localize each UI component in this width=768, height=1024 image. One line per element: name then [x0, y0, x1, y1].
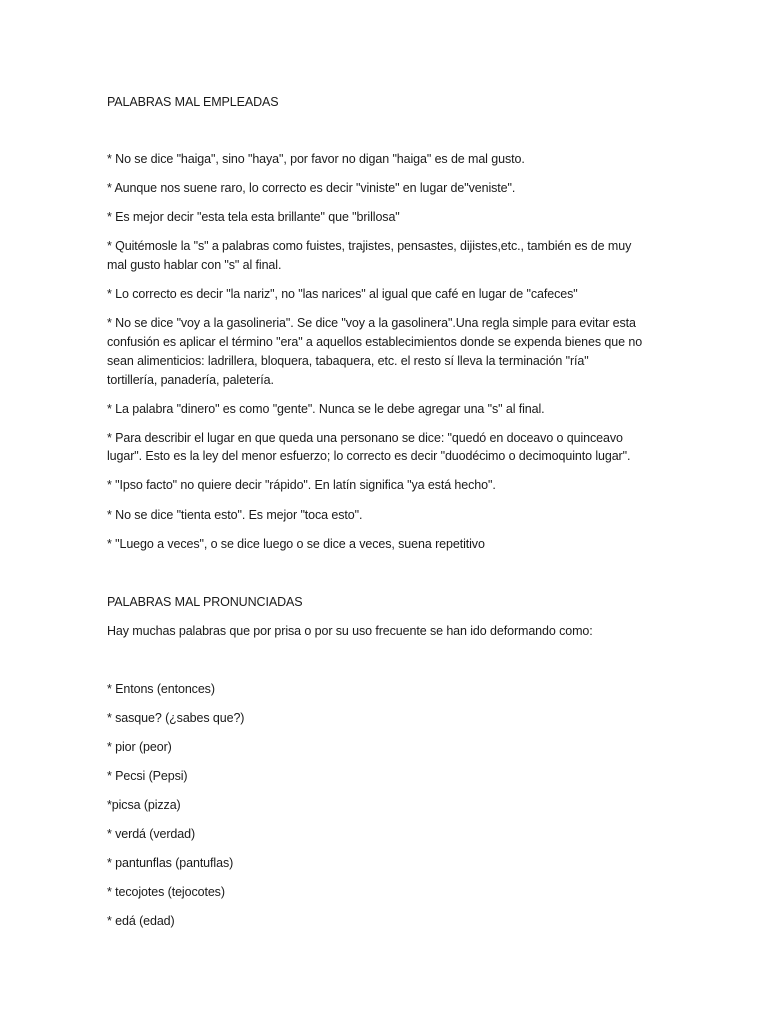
list-item: * edá (edad): [107, 914, 175, 928]
list-item: * verdá (verdad): [107, 827, 196, 841]
section-heading: PALABRAS MAL EMPLEADAS: [107, 95, 279, 109]
text-line: sean alimenticios: ladrillera, bloquera, tabaquera, etc. el resto sí lleva la terminación "ría": [107, 354, 589, 368]
text-line: * "Luego a veces", o se dice luego o se dice a veces, suena repetitivo: [107, 537, 485, 551]
text-line: * No se dice "voy a la gasolineria". Se dice "voy a la gasolinera".Una regla simple para evitar esta: [107, 316, 636, 330]
section-heading: PALABRAS MAL PRONUNCIADAS: [107, 595, 303, 609]
list-item: * pior (peor): [107, 740, 172, 754]
list-item: *picsa (pizza): [107, 798, 181, 812]
text-line: confusión es aplicar el término "era" a aquellos establecimientos donde se expenda bienes que no: [107, 335, 643, 349]
text-line: * No se dice "tienta esto". Es mejor "toca esto".: [107, 508, 363, 522]
intro-text: Hay muchas palabras que por prisa o por su uso frecuente se han ido deformando como:: [107, 624, 593, 638]
text-line: * Es mejor decir "esta tela esta brillante" que "brillosa": [107, 210, 400, 224]
text-line: * No se dice "haiga", sino "haya", por favor no digan "haiga" es de mal gusto.: [107, 152, 525, 166]
text-line: * "Ipso facto" no quiere decir "rápido". En latín significa "ya está hecho".: [107, 478, 496, 492]
text-line: * La palabra "dinero" es como "gente". Nunca se le debe agregar una "s" al final.: [107, 402, 545, 416]
text-line: * Lo correcto es decir "la nariz", no "las narices" al igual que café en lugar de "cafeces": [107, 287, 578, 301]
text-line: * Quitémosle la "s" a palabras como fuistes, trajistes, pensastes, dijistes,etc., también es de muy: [107, 239, 632, 253]
text-line: * Para describir el lugar en que queda una personano se dice: "quedó en doceavo o quinceavo: [107, 431, 623, 445]
list-item: * Entons (entonces): [107, 682, 215, 696]
text-line: * Aunque nos suene raro, lo correcto es decir "viniste" en lugar de"veniste".: [107, 181, 516, 195]
text-line: mal gusto hablar con "s" al final.: [107, 258, 282, 272]
list-item: * pantunflas (pantuflas): [107, 856, 234, 870]
list-item: * Pecsi (Pepsi): [107, 769, 188, 783]
list-item: * tecojotes (tejocotes): [107, 885, 225, 899]
list-item: * sasque? (¿sabes que?): [107, 711, 245, 725]
text-line: tortillería, panadería, paletería.: [107, 373, 274, 387]
text-line: lugar". Esto es la ley del menor esfuerzo; lo correcto es decir "duodécimo o decimoquinto lugar".: [107, 449, 631, 463]
